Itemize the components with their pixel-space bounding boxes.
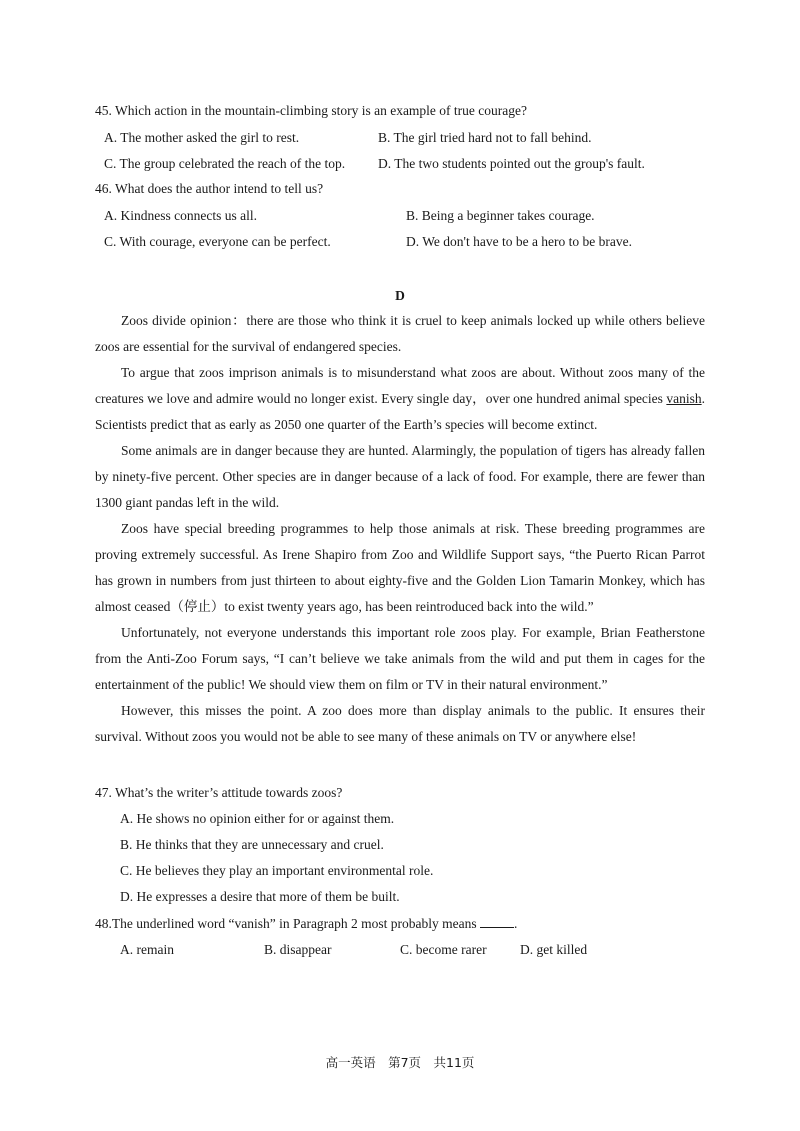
paragraph-2-text-before: To argue that zoos imprison animals is to misunderstand what zoos are about. Without zoos many of the creatures we love and admire would no longer exist. Every single day，over one hundred animal species bbox=[95, 365, 705, 406]
question-47-option-a: A. He shows no opinion either for or against them. bbox=[120, 811, 395, 826]
question-46-option-a: A. Kindness connects us all. bbox=[104, 208, 257, 223]
question-48-stem bbox=[95, 915, 517, 933]
question-48-option-c: C. become rarer bbox=[400, 942, 487, 957]
question-48-stem-text: 48.The underlined word “vanish” in Paragraph 2 most probably means bbox=[95, 916, 481, 931]
paragraph-3: Some animals are in danger because they are hunted. Alarmingly, the population of tigers has already fallen by ninety-five percent. Other species are in danger because of a lack of food. For example, there are fewer than 1300 giant pandas left in the wild. bbox=[95, 443, 705, 510]
paragraph-2-text-after: . Scientists predict that as early as 2050 one quarter of the Earth’s species will become extinct. bbox=[95, 391, 705, 432]
paragraph-6: However, this misses the point. A zoo does more than display animals to the public. It ensures their survival. Without zoos you would not be able to see many of these animals on TV or anywhere else! bbox=[95, 703, 705, 744]
question-47-option-d: D. He expresses a desire that more of them be built. bbox=[120, 889, 400, 904]
paragraph-5: Unfortunately, not everyone understands this important role zoos play. For example, Brian Featherstone from the Anti-Zoo Forum says, “I can’t believe we take animals from the wild and put them in cages for the entertainment of the public! We should view them on film or TV in their natural environment.” bbox=[95, 625, 705, 692]
question-45-option-a: A. The mother asked the girl to rest. bbox=[104, 130, 300, 145]
question-46-option-b: B. Being a beginner takes courage. bbox=[406, 208, 595, 223]
question-48-option-a: A. remain bbox=[120, 942, 174, 957]
question-45-stem: 45. Which action in the mountain-climbing story is an example of true courage? bbox=[95, 103, 527, 118]
question-48-option-d: D. get killed bbox=[520, 942, 588, 957]
question-45-option-b: B. The girl tried hard not to fall behind. bbox=[378, 130, 592, 145]
question-46-option-d: D. We don't have to be a hero to be brave. bbox=[406, 234, 633, 249]
question-48-stem-end: . bbox=[514, 916, 518, 931]
underlined-word: vanish bbox=[666, 391, 702, 406]
question-45-option-d: D. The two students pointed out the group's fault. bbox=[378, 156, 645, 171]
question-47-option-b: B. He thinks that they are unnecessary and cruel. bbox=[120, 837, 384, 852]
answer-blank bbox=[480, 915, 514, 928]
paragraph-4: Zoos have special breeding programmes to help those animals at risk. These breeding programmes are proving extremely successful. As Irene Shapiro from Zoo and Wildlife Support says, “the Puerto Rican Parrot has grown in numbers from just thirteen to about eighty-five and the Golden Lion Tamarin Monkey, which has almost ceased（停止）to exist twenty years ago, has been reintroduced back into the wild.” bbox=[95, 521, 705, 614]
paragraph-2 bbox=[95, 360, 705, 438]
question-48-option-b: B. disappear bbox=[264, 942, 332, 957]
question-46-option-c: C. With courage, everyone can be perfect. bbox=[104, 234, 331, 249]
section-title: D bbox=[395, 288, 405, 303]
question-45-option-c: C. The group celebrated the reach of the top. bbox=[104, 156, 346, 171]
question-47-stem: 47. What’s the writer’s attitude towards zoos? bbox=[95, 785, 343, 800]
paragraph-1: Zoos divide opinion：there are those who think it is cruel to keep animals locked up while others believe zoos are essential for the survival of endangered species. bbox=[95, 313, 705, 354]
page-footer: 高一英语 第7页 共11页 bbox=[325, 1055, 475, 1070]
question-47-option-c: C. He believes they play an important environmental role. bbox=[120, 863, 434, 878]
reading-passage bbox=[95, 308, 705, 750]
question-46-stem: 46. What does the author intend to tell us? bbox=[95, 181, 324, 196]
